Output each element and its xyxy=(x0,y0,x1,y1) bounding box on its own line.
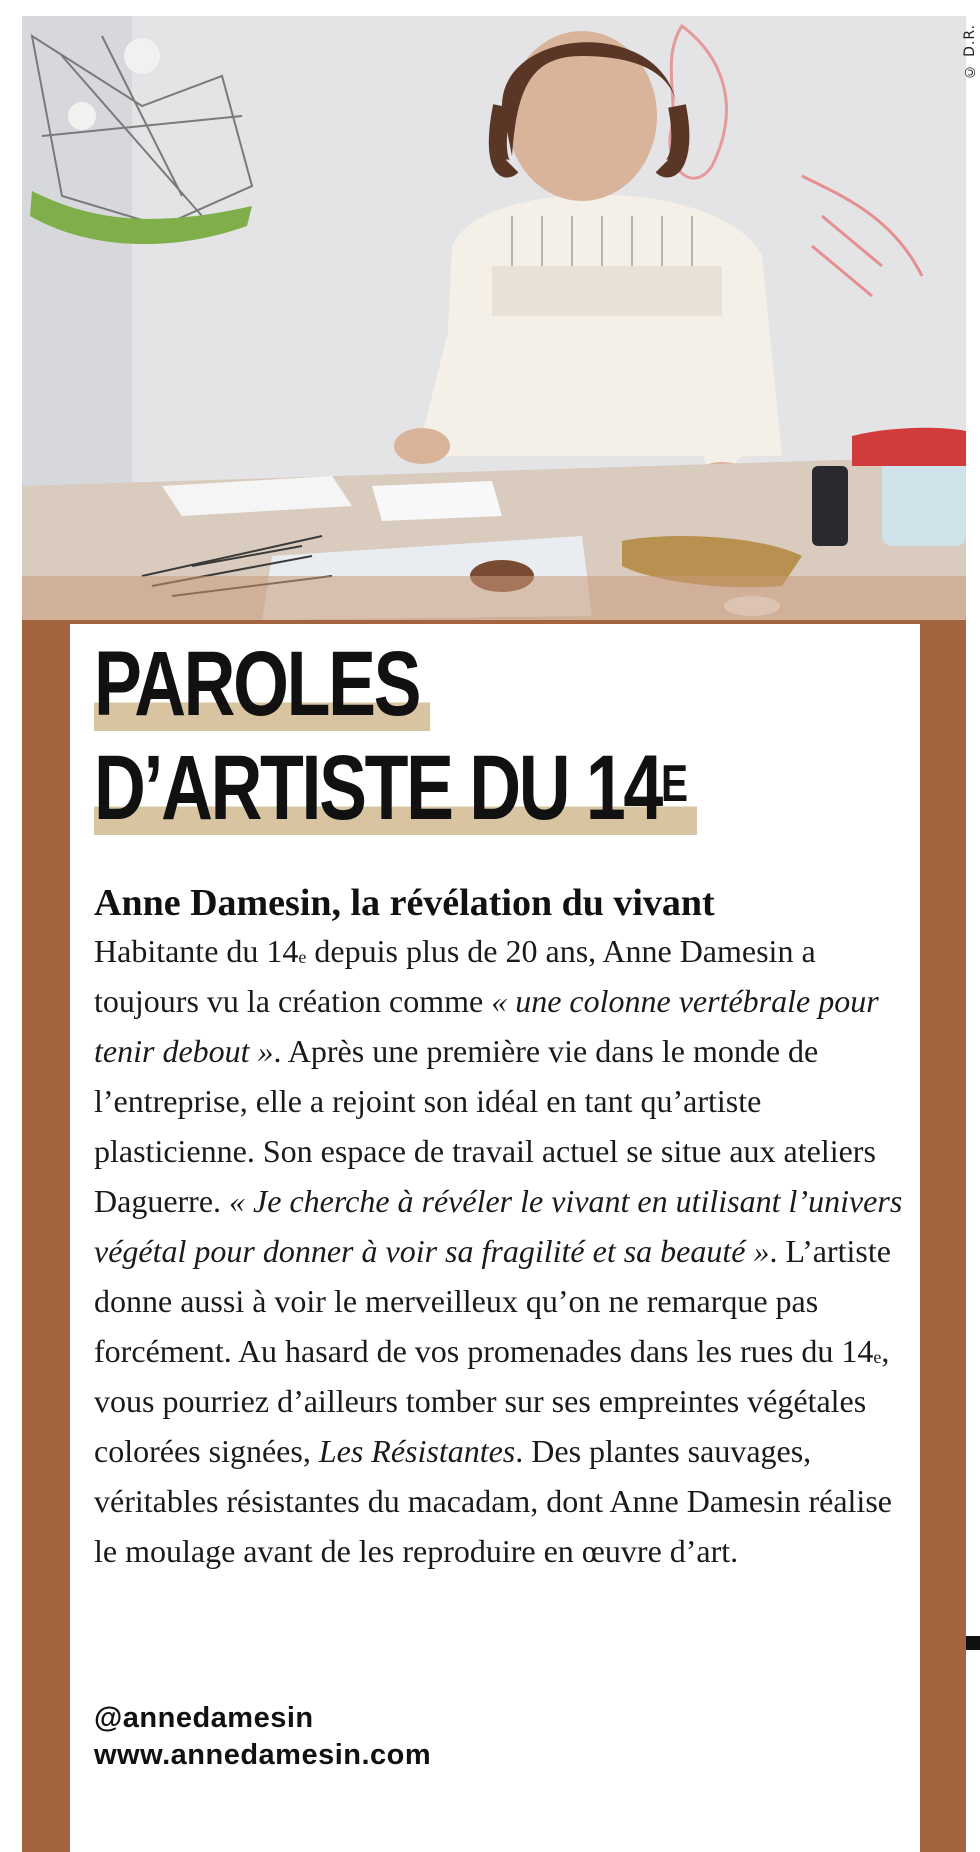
superscript: e xyxy=(298,947,307,967)
title-line-2-text: D’ARTISTE DU 14 xyxy=(94,737,661,839)
photo-credit: © D.R. xyxy=(962,24,978,80)
body-segment: depuis plus de 20 ans, Anne Damesin a toujours vu la création comme xyxy=(94,933,816,1019)
page-title xyxy=(94,632,697,840)
title-superscript: E xyxy=(660,755,686,813)
instagram-handle[interactable]: @annedamesin xyxy=(94,1702,314,1734)
article-subtitle: Anne Damesin, la révélation du vivant xyxy=(94,882,715,924)
italic-quote: Les Résistantes xyxy=(318,1433,516,1469)
body-segment: Habitante du 14 xyxy=(94,933,299,969)
body-segment: . Des plantes sauvages, véritables résistantes du macadam, dont Anne Damesin réalise le moulage avant de les reproduire en œuvre d’art. xyxy=(94,1433,892,1569)
artist-photo-illustration xyxy=(22,16,966,620)
body-segment: . Après une première vie dans le monde de l’entreprise, elle a rejoint son idéal en tant qu’artiste plasticienne. Son espace de travail actuel se situe aux ateliers Daguerre. xyxy=(94,1033,876,1219)
contact-block xyxy=(94,1700,431,1774)
article xyxy=(94,880,914,1576)
italic-quote: « Je cherche à révéler le vivant en utilisant l’univers végétal pour donner à voir sa fragilité et sa beauté » xyxy=(94,1183,903,1269)
body-segment: , vous pourriez d’ailleurs tomber sur ses empreintes végétales colorées signées, xyxy=(94,1333,890,1469)
artist-photo xyxy=(22,16,966,620)
title-line-1: PAROLES xyxy=(94,633,430,735)
italic-quote: « une colonne vertébrale pour tenir debout » xyxy=(94,983,879,1069)
page-edge-mark xyxy=(966,1636,980,1650)
title-line-2 xyxy=(94,737,697,839)
website-link[interactable]: www.annedamesin.com xyxy=(94,1739,432,1771)
superscript: e xyxy=(873,1347,882,1367)
article-body xyxy=(94,926,914,1576)
body-segment: . L’artiste donne aussi à voir le merveilleux qu’on ne remarque pas forcément. Au hasard de vos promenades dans les rues du 14 xyxy=(94,1233,891,1369)
